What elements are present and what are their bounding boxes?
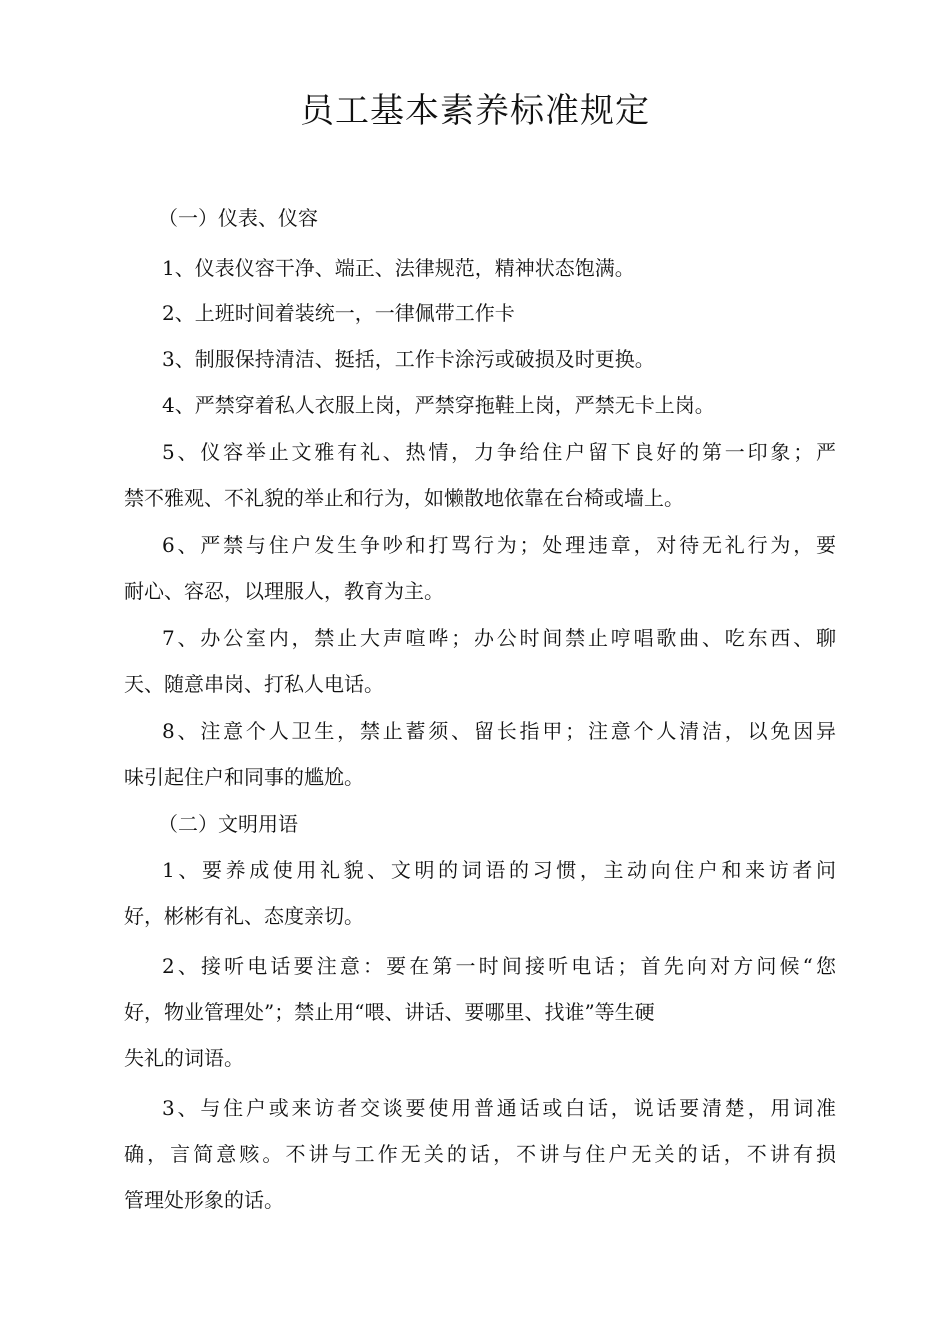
rule-item-6-line-2: 耐心、容忍，以理服人，教育为主。 [124, 579, 444, 603]
section-heading-appearance: （一）仪表、仪容 [158, 206, 318, 230]
rule-item-5-line-1: 5、仪容举止文雅有礼、热情，力争给住户留下良好的第一印象；严 [162, 440, 836, 464]
language-item-3-line-3: 管理处形象的话。 [124, 1188, 284, 1212]
rule-item-4: 4、严禁穿着私人衣服上岗，严禁穿拖鞋上岗，严禁无卡上岗。 [162, 393, 715, 417]
language-item-1-line-2: 好，彬彬有礼、态度亲切。 [124, 904, 364, 928]
rule-item-7-line-2: 天、随意串岗、打私人电话。 [124, 672, 384, 696]
language-item-3-line-2: 确，言简意赅。不讲与工作无关的话，不讲与住户无关的话，不讲有损 [124, 1142, 836, 1166]
language-item-2-line-2: 好，物业管理处”；禁止用“喂、讲话、要哪里、找谁”等生硬 [124, 1000, 655, 1024]
language-item-2-line-1: 2、接听电话要注意：要在第一时间接听电话；首先向对方问候“您 [162, 954, 836, 978]
rule-item-3: 3、制服保持清洁、挺括，工作卡涂污或破损及时更换。 [162, 347, 655, 371]
rule-item-6-line-1: 6、严禁与住户发生争吵和打骂行为；处理违章，对待无礼行为，要 [162, 533, 836, 557]
language-item-2-line-3: 失礼的词语。 [124, 1046, 244, 1070]
rule-item-7-line-1: 7、办公室内，禁止大声喧哗；办公时间禁止哼唱歌曲、吃东西、聊 [162, 626, 836, 650]
rule-item-1: 1、仪表仪容干净、端正、法律规范，精神状态饱满。 [162, 256, 635, 280]
rule-item-2: 2、上班时间着装统一，一律佩带工作卡 [162, 301, 515, 325]
rule-item-8-line-2: 味引起住户和同事的尴尬。 [124, 765, 364, 789]
section-heading-polite-language: （二）文明用语 [158, 812, 298, 836]
rule-item-5-line-2: 禁不雅观、不礼貌的举止和行为，如懒散地依靠在台椅或墙上。 [124, 486, 684, 510]
language-item-1-line-1: 1、要养成使用礼貌、文明的词语的习惯，主动向住户和来访者问 [162, 858, 836, 882]
rule-item-8-line-1: 8、注意个人卫生，禁止蓄须、留长指甲；注意个人清洁，以免因异 [162, 719, 836, 743]
document-title: 员工基本素养标准规定 [300, 91, 650, 131]
language-item-3-line-1: 3、与住户或来访者交谈要使用普通话或白话，说话要清楚，用词准 [162, 1096, 836, 1120]
